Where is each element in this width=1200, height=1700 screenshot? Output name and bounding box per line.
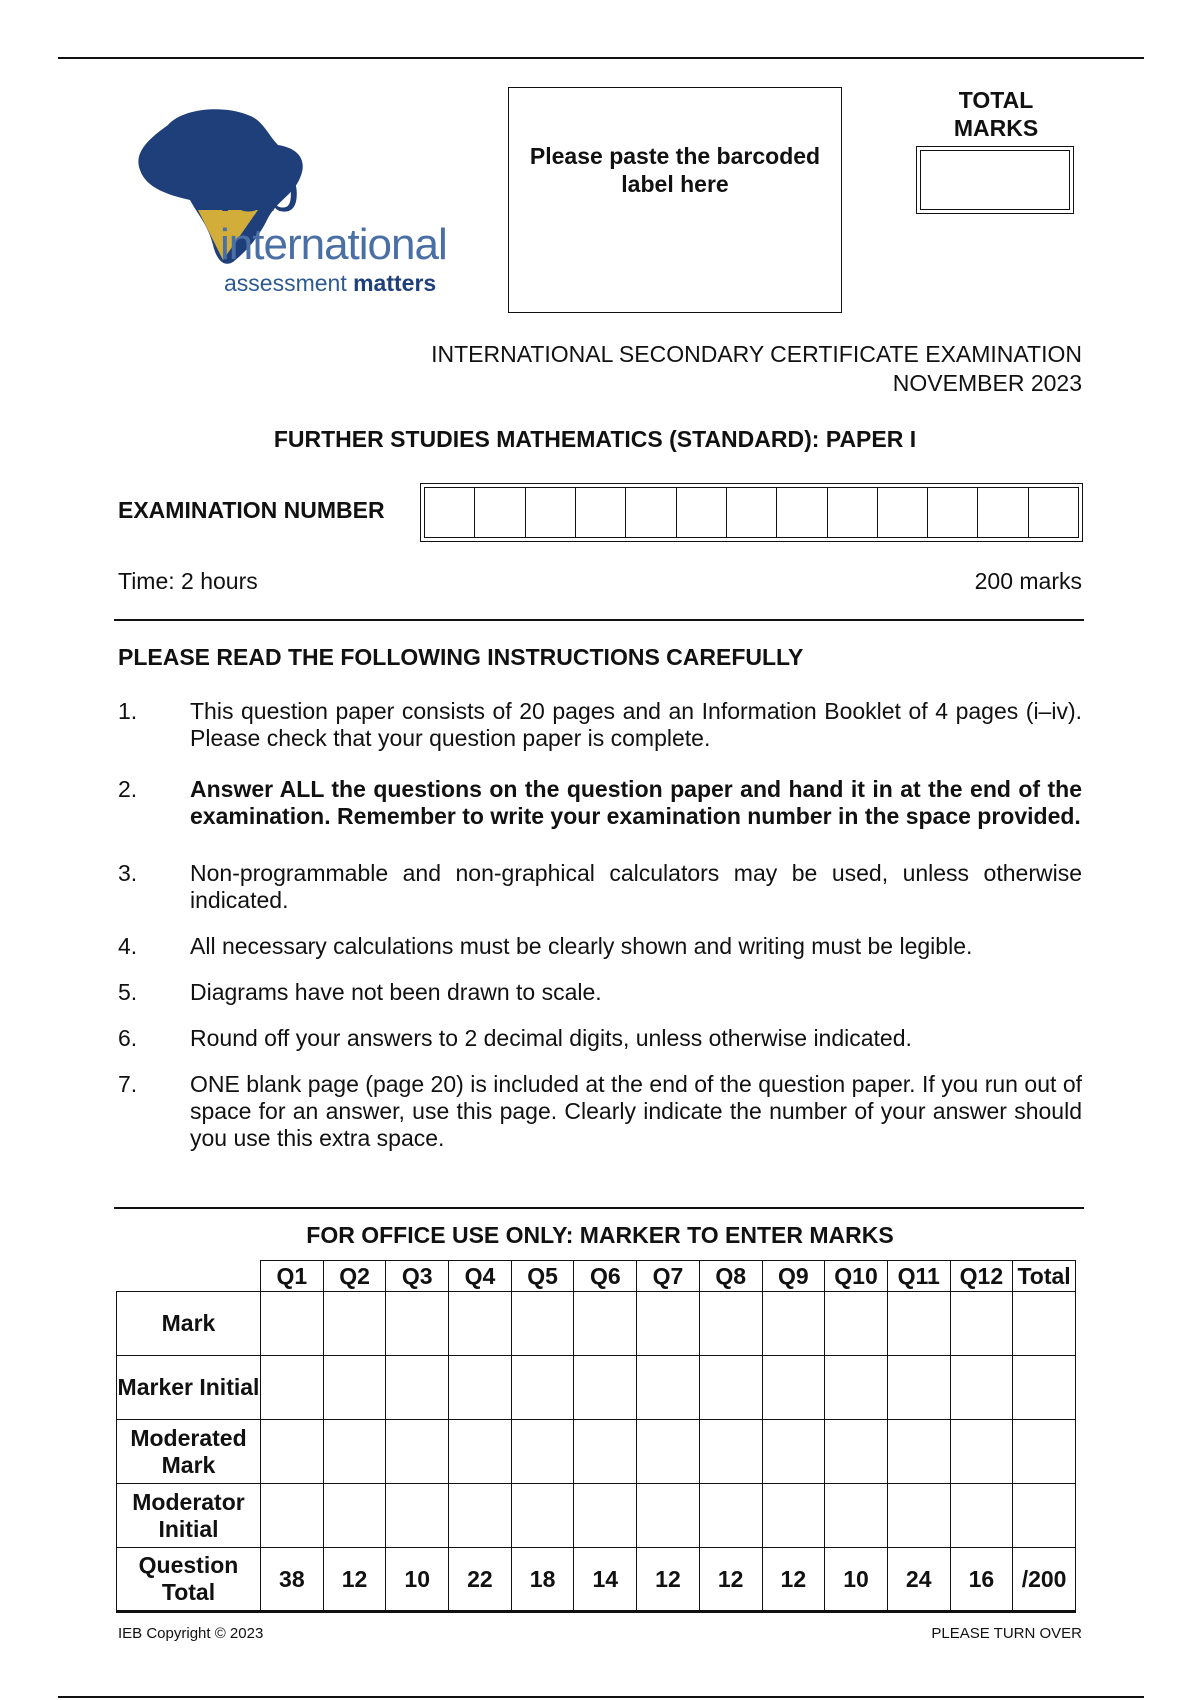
mark-cell[interactable] — [1013, 1356, 1076, 1420]
mark-cell[interactable] — [637, 1356, 700, 1420]
mark-cell[interactable] — [887, 1484, 950, 1548]
mark-cell[interactable] — [762, 1356, 825, 1420]
column-header: Q6 — [574, 1261, 637, 1292]
mark-cell[interactable] — [574, 1356, 637, 1420]
question-total-cell: 24 — [887, 1548, 950, 1612]
mark-cell[interactable] — [323, 1356, 386, 1420]
instruction-number: 3. — [118, 860, 138, 886]
mark-cell[interactable] — [323, 1484, 386, 1548]
ieb-logo — [118, 100, 478, 300]
instruction-number: 6. — [118, 1025, 138, 1051]
bottom-rule — [58, 1696, 1144, 1698]
row-label: Moderator Initial — [117, 1484, 261, 1548]
column-header: Q2 — [323, 1261, 386, 1292]
row-label: Mark — [117, 1292, 261, 1356]
table-row-moderated-mark — [117, 1420, 1076, 1484]
instructions-heading: PLEASE READ THE FOLLOWING INSTRUCTIONS CAREFULLY — [118, 644, 804, 670]
mark-cell[interactable] — [825, 1292, 888, 1356]
exnum-box[interactable] — [878, 488, 928, 537]
mark-cell[interactable] — [1013, 1420, 1076, 1484]
column-header: Q5 — [511, 1261, 574, 1292]
instruction-text: This question paper consists of 20 pages and an Information Booklet of 4 pages (i–iv). Please check that your question paper is complete. — [190, 698, 1082, 751]
mark-cell[interactable] — [323, 1420, 386, 1484]
mark-cell[interactable] — [825, 1484, 888, 1548]
instruction-number: 1. — [118, 698, 138, 724]
table-row-marker-initial — [117, 1356, 1076, 1420]
mark-cell[interactable] — [887, 1420, 950, 1484]
mark-cell[interactable] — [261, 1292, 324, 1356]
mark-cell[interactable] — [1013, 1484, 1076, 1548]
turn-over-note: PLEASE TURN OVER — [931, 1625, 1082, 1642]
mark-cell[interactable] — [511, 1356, 574, 1420]
column-header: Q11 — [887, 1261, 950, 1292]
column-header: Q12 — [950, 1261, 1013, 1292]
exnum-box[interactable] — [677, 488, 727, 537]
mark-cell[interactable] — [386, 1356, 449, 1420]
instruction-text: Diagrams have not been drawn to scale. — [190, 979, 602, 1005]
column-header: Q4 — [449, 1261, 512, 1292]
question-total-cell: 18 — [511, 1548, 574, 1612]
mark-cell[interactable] — [699, 1420, 762, 1484]
mark-cell[interactable] — [699, 1484, 762, 1548]
exnum-box[interactable] — [727, 488, 777, 537]
examination-number-label: EXAMINATION NUMBER — [118, 497, 385, 523]
column-header: Q3 — [386, 1261, 449, 1292]
instruction-number: 7. — [118, 1071, 138, 1097]
mark-cell[interactable] — [637, 1420, 700, 1484]
row-label: Marker Initial — [117, 1356, 261, 1420]
divider-rule — [114, 1207, 1084, 1209]
mark-cell[interactable] — [574, 1292, 637, 1356]
mark-cell[interactable] — [511, 1484, 574, 1548]
table-row-question-total — [117, 1548, 1076, 1612]
exnum-box[interactable] — [475, 488, 525, 537]
exam-title-line2: NOVEMBER 2023 — [892, 370, 1082, 396]
total-marks-box[interactable] — [916, 146, 1074, 214]
mark-cell[interactable] — [950, 1420, 1013, 1484]
mark-cell[interactable] — [511, 1292, 574, 1356]
exnum-box[interactable] — [576, 488, 626, 537]
table-corner — [117, 1261, 261, 1292]
question-total-cell: 12 — [323, 1548, 386, 1612]
exam-title — [431, 340, 1082, 398]
column-header: Q10 — [825, 1261, 888, 1292]
table-row-mark — [117, 1292, 1076, 1356]
mark-cell[interactable] — [762, 1292, 825, 1356]
marks-table — [116, 1260, 1076, 1613]
exnum-box[interactable] — [828, 488, 878, 537]
mark-cell[interactable] — [449, 1292, 512, 1356]
question-total-cell: 12 — [762, 1548, 825, 1612]
instruction-item — [118, 860, 1082, 914]
exnum-box[interactable] — [526, 488, 576, 537]
question-total-cell: 10 — [386, 1548, 449, 1612]
question-total-cell: 22 — [449, 1548, 512, 1612]
question-total-cell: /200 — [1013, 1548, 1076, 1612]
total-marks-label: TOTAL MARKS — [953, 87, 1039, 141]
time-allowed: Time: 2 hours — [118, 568, 258, 594]
mark-cell[interactable] — [449, 1356, 512, 1420]
mark-cell[interactable] — [261, 1420, 324, 1484]
mark-cell[interactable] — [386, 1484, 449, 1548]
mark-cell[interactable] — [950, 1356, 1013, 1420]
mark-cell[interactable] — [825, 1356, 888, 1420]
mark-cell[interactable] — [637, 1292, 700, 1356]
top-rule — [58, 57, 1144, 59]
column-header: Q1 — [261, 1261, 324, 1292]
total-marks-value: 200 marks — [974, 568, 1082, 594]
mark-cell[interactable] — [637, 1484, 700, 1548]
mark-cell[interactable] — [261, 1356, 324, 1420]
instruction-text: All necessary calculations must be clearly shown and writing must be legible. — [190, 933, 973, 959]
mark-cell[interactable] — [574, 1484, 637, 1548]
exnum-box[interactable] — [425, 488, 475, 537]
question-total-cell: 12 — [637, 1548, 700, 1612]
office-use-heading: FOR OFFICE USE ONLY: MARKER TO ENTER MARKS — [306, 1222, 894, 1248]
column-header: Q8 — [699, 1261, 762, 1292]
mark-cell[interactable] — [449, 1484, 512, 1548]
mark-cell[interactable] — [887, 1292, 950, 1356]
column-header: Q7 — [637, 1261, 700, 1292]
mark-cell[interactable] — [762, 1420, 825, 1484]
question-total-cell: 12 — [699, 1548, 762, 1612]
exnum-box[interactable] — [1029, 488, 1078, 537]
instruction-item — [118, 1071, 1082, 1152]
divider-rule — [114, 619, 1084, 621]
mark-cell[interactable] — [1013, 1292, 1076, 1356]
question-total-cell: 10 — [825, 1548, 888, 1612]
mark-cell[interactable] — [825, 1420, 888, 1484]
mark-cell[interactable] — [699, 1292, 762, 1356]
table-row-moderator-initial — [117, 1484, 1076, 1548]
subject-title — [0, 426, 1200, 453]
exnum-box[interactable] — [978, 488, 1028, 537]
exnum-box[interactable] — [928, 488, 978, 537]
instruction-number: 2. — [118, 776, 138, 802]
instruction-item — [118, 1025, 1082, 1052]
question-total-cell: 16 — [950, 1548, 1013, 1612]
instruction-item — [118, 933, 1082, 960]
instruction-item — [118, 776, 1082, 830]
subject-text: FURTHER STUDIES MATHEMATICS (STANDARD): PAPER I — [273, 426, 917, 452]
logo-tagline-strong: matters — [353, 270, 437, 296]
mark-cell[interactable] — [323, 1292, 386, 1356]
instruction-item — [118, 979, 1082, 1006]
exnum-box[interactable] — [626, 488, 676, 537]
row-label: Moderated Mark — [117, 1420, 261, 1484]
mark-cell[interactable] — [386, 1420, 449, 1484]
exnum-box[interactable] — [777, 488, 827, 537]
column-header: Total — [1013, 1261, 1076, 1292]
mark-cell[interactable] — [386, 1292, 449, 1356]
mark-cell[interactable] — [887, 1356, 950, 1420]
logo-tagline — [224, 270, 436, 297]
mark-cell[interactable] — [261, 1484, 324, 1548]
mark-cell[interactable] — [762, 1484, 825, 1548]
mark-cell[interactable] — [699, 1356, 762, 1420]
instruction-number: 5. — [118, 979, 138, 1005]
instruction-text: ONE blank page (page 20) is included at the end of the question paper. If you run out of space for an answer, use this page. Clearly indicate the number of your answer should you use this extra space. — [190, 1071, 1082, 1151]
instruction-text: Non-programmable and non-graphical calculators may be used, unless otherwise indicated. — [190, 860, 1082, 913]
copyright: IEB Copyright © 2023 — [118, 1625, 264, 1642]
mark-cell[interactable] — [574, 1420, 637, 1484]
instructions-list — [118, 698, 1082, 1152]
barcode-label-text: Please paste the barcoded label here — [529, 143, 821, 197]
question-total-cell: 38 — [261, 1548, 324, 1612]
mark-cell[interactable] — [950, 1292, 1013, 1356]
question-total-cell: 14 — [574, 1548, 637, 1612]
exam-title-line1: INTERNATIONAL SECONDARY CERTIFICATE EXAMINATION — [431, 341, 1082, 367]
logo-name: international — [220, 220, 447, 269]
row-label: Question Total — [117, 1548, 261, 1612]
column-header: Q9 — [762, 1261, 825, 1292]
instruction-number: 4. — [118, 933, 138, 959]
instruction-item — [118, 698, 1082, 752]
examination-number-field[interactable] — [420, 483, 1083, 542]
mark-cell[interactable] — [449, 1420, 512, 1484]
barcode-label-box[interactable] — [508, 87, 842, 313]
logo-tagline-prefix: assessment — [224, 270, 347, 296]
mark-cell[interactable] — [950, 1484, 1013, 1548]
instruction-text: Answer ALL the questions on the question paper and hand it in at the end of the examination. Remember to write your examination number in the space provided. — [190, 776, 1082, 829]
logo-brand: ieb — [218, 153, 298, 225]
marks-table-header-row — [117, 1261, 1076, 1292]
instruction-text: Round off your answers to 2 decimal digits, unless otherwise indicated. — [190, 1025, 912, 1051]
mark-cell[interactable] — [511, 1420, 574, 1484]
